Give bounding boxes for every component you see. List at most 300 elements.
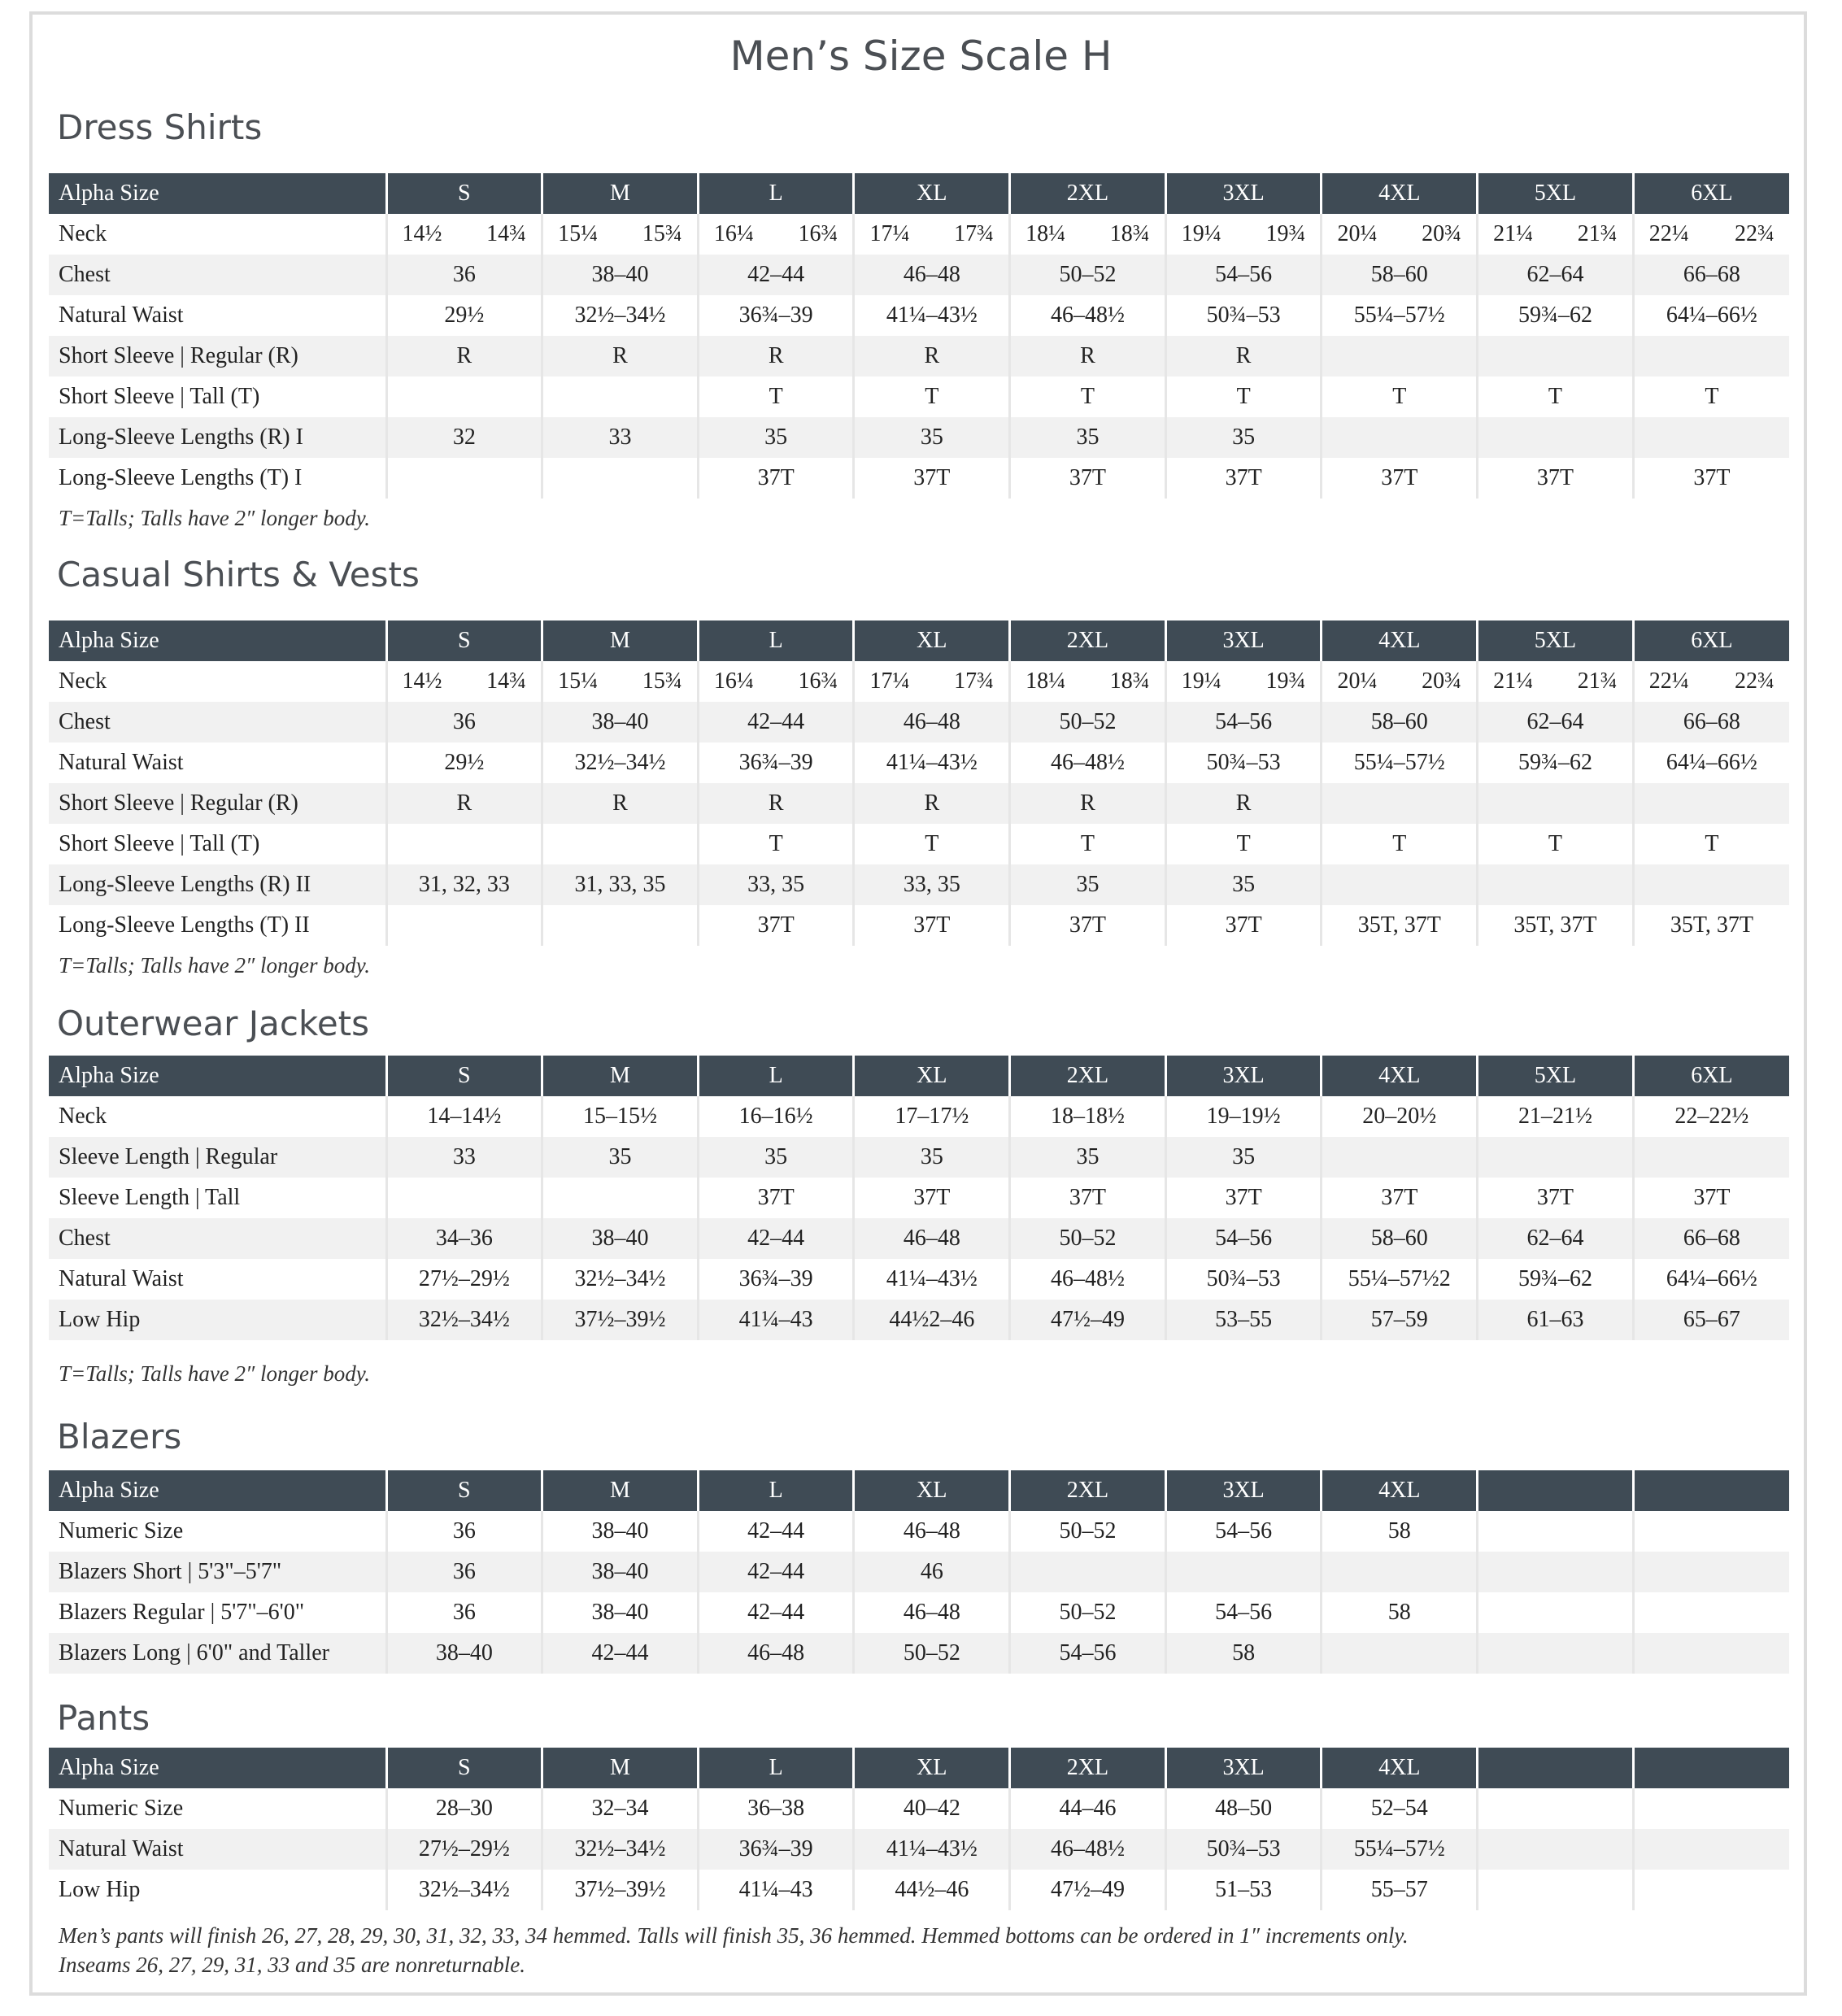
- table-cell: [386, 458, 542, 499]
- table-cell: 27½–29½: [386, 1829, 542, 1870]
- section-title-dress-shirts: Dress Shirts: [57, 107, 263, 147]
- size-header: S: [386, 173, 542, 214]
- size-header: M: [542, 173, 699, 214]
- neck-cell: [1322, 661, 1478, 702]
- table-cell: [386, 377, 542, 417]
- table-cell: 37T: [1633, 1178, 1789, 1218]
- size-header: M: [542, 1056, 699, 1096]
- table-row: [49, 1137, 1789, 1178]
- neck-value: 17¼: [869, 668, 910, 694]
- table-cell: T: [1633, 377, 1789, 417]
- size-header: XL: [854, 1470, 1010, 1511]
- table-cell: [386, 824, 542, 864]
- table-cell: 38–40: [542, 1218, 699, 1259]
- table-cell: 37T: [698, 905, 854, 946]
- neck-value: 22¼: [1648, 221, 1689, 246]
- neck-value: 14¾: [486, 221, 527, 246]
- row-label: Short Sleeve | Tall (T): [59, 384, 260, 409]
- table-cell: 35T, 37T: [1633, 905, 1789, 946]
- table-row: [49, 1259, 1789, 1300]
- size-header: XL: [854, 1748, 1010, 1788]
- table-cell: 55¼–57½: [1322, 1829, 1478, 1870]
- row-label: Natural Waist: [59, 750, 184, 775]
- size-header: 2XL: [1010, 173, 1166, 214]
- table-cell: 61–63: [1478, 1300, 1634, 1340]
- size-header: L: [698, 620, 854, 661]
- table-cell: R: [542, 336, 699, 377]
- table-cell: 50–52: [854, 1633, 1010, 1674]
- table-cell: 55¼–57½: [1322, 742, 1478, 783]
- neck-value: 18¾: [1109, 668, 1150, 694]
- table-cell: 37T: [1322, 458, 1478, 499]
- neck-value: 19¼: [1181, 221, 1221, 246]
- neck-cell: [698, 214, 854, 255]
- table-cell: 37T: [698, 458, 854, 499]
- neck-value: 16¼: [713, 221, 754, 246]
- table-cell: 33, 35: [698, 864, 854, 905]
- table-row: [49, 905, 1789, 946]
- table-cell: [542, 458, 699, 499]
- table-cell: T: [1322, 377, 1478, 417]
- table-cell: 37T: [1165, 458, 1322, 499]
- table-cell: [1633, 1788, 1789, 1829]
- table-cell: 38–40: [386, 1633, 542, 1674]
- table-cell: [1633, 336, 1789, 377]
- row-label: Sleeve Length | Regular: [49, 1137, 386, 1178]
- row-label: Low Hip: [49, 1300, 386, 1340]
- table-cell: 36¾–39: [698, 295, 854, 336]
- header-label: Alpha Size: [49, 1748, 386, 1788]
- table-row: [49, 702, 1789, 742]
- table-cell: R: [698, 336, 854, 377]
- header-row: [49, 620, 1789, 661]
- table-cell: 29½: [386, 742, 542, 783]
- pants-note-line2: Inseams 26, 27, 29, 31, 33 and 35 are nonreturnable.: [59, 1953, 525, 1977]
- table-cell: T: [698, 377, 854, 417]
- table-cell: 29½: [386, 295, 542, 336]
- row-label: Blazers Short | 5'3"–5'7": [49, 1552, 386, 1592]
- header-label: Alpha Size: [49, 620, 386, 661]
- table-cell: T: [1165, 377, 1322, 417]
- table-cell: 32½–34½: [542, 742, 699, 783]
- table-row: [49, 864, 1789, 905]
- table-cell: 42–44: [698, 255, 854, 295]
- neck-cell: [1322, 214, 1478, 255]
- section-title-casual-shirts: Casual Shirts & Vests: [57, 555, 420, 594]
- table-cell: [1322, 864, 1478, 905]
- table-cell: T: [698, 824, 854, 864]
- table-cell: 32½–34½: [386, 1870, 542, 1910]
- table-cell: 38–40: [542, 1592, 699, 1633]
- table-cell: 35: [1010, 1137, 1166, 1178]
- table-cell: 50¾–53: [1165, 1829, 1322, 1870]
- table-cell: 32–34: [542, 1788, 699, 1829]
- size-header: [1478, 1748, 1634, 1788]
- neck-value: 16¾: [798, 221, 838, 246]
- table-cell: 38–40: [542, 702, 699, 742]
- size-header: M: [542, 1470, 699, 1511]
- size-header: S: [386, 1470, 542, 1511]
- table-cell: 62–64: [1478, 1218, 1634, 1259]
- table-cell: 46: [854, 1552, 1010, 1592]
- table-cell: 37T: [1633, 458, 1789, 499]
- table-cell: 35T, 37T: [1478, 905, 1634, 946]
- size-header: 6XL: [1633, 1056, 1789, 1096]
- table-row: [49, 377, 1789, 417]
- table-cell: 37T: [1478, 1178, 1634, 1218]
- table-cell: 46–48½: [1010, 1259, 1166, 1300]
- table-cell: 47½–49: [1010, 1870, 1166, 1910]
- table-cell: T: [1478, 824, 1634, 864]
- table-cell: 46–48½: [1010, 295, 1166, 336]
- neck-value: 18¼: [1026, 221, 1066, 246]
- table-cell: 44½2–46: [854, 1300, 1010, 1340]
- table-cell: 37T: [1322, 1178, 1478, 1218]
- size-header: L: [698, 1470, 854, 1511]
- row-label: Short Sleeve | Regular (R): [49, 336, 386, 377]
- table-cell: 46–48: [854, 1592, 1010, 1633]
- table-cell: [1478, 1870, 1634, 1910]
- table-cell: 42–44: [542, 1633, 699, 1674]
- table-cell: 32: [386, 417, 542, 458]
- table-cell: 50¾–53: [1165, 295, 1322, 336]
- table-cell: 47½–49: [1010, 1300, 1166, 1340]
- table-row: [49, 214, 1789, 255]
- neck-value: 22¾: [1735, 668, 1775, 694]
- size-header: S: [386, 1056, 542, 1096]
- neck-value: 14½: [402, 221, 442, 246]
- table-cell: R: [386, 336, 542, 377]
- table-row: [49, 1096, 1789, 1137]
- table-cell: T: [1010, 824, 1166, 864]
- table-cell: 36: [386, 1511, 542, 1552]
- table-row: [49, 295, 1789, 336]
- neck-cell: [542, 661, 699, 702]
- table-cell: 58: [1322, 1592, 1478, 1633]
- table-cell: 36: [386, 1552, 542, 1592]
- table-row: [49, 742, 1789, 783]
- table-cell: [1478, 1552, 1634, 1592]
- header-row: [49, 173, 1789, 214]
- table-cell: R: [542, 783, 699, 824]
- table-cell: 50–52: [1010, 1592, 1166, 1633]
- header-label: Alpha Size: [49, 173, 386, 214]
- table-cell: 66–68: [1633, 255, 1789, 295]
- table-cell: 50–52: [1010, 1511, 1166, 1552]
- row-label: Long-Sleeve Lengths (T) II: [59, 912, 310, 938]
- table-cell: T: [854, 377, 1010, 417]
- table-cell: 37T: [1165, 1178, 1322, 1218]
- table-cell: 46–48: [854, 1511, 1010, 1552]
- table-row: [49, 417, 1789, 458]
- table-cell: 54–56: [1165, 1218, 1322, 1259]
- table-cell: 33: [386, 1137, 542, 1178]
- table-cell: R: [854, 783, 1010, 824]
- table-cell: 66–68: [1633, 1218, 1789, 1259]
- page-title: Men’s Size Scale H: [729, 33, 1113, 80]
- table-cell: 59¾–62: [1478, 742, 1634, 783]
- header-label: Alpha Size: [49, 1056, 386, 1096]
- table-cell: 46–48: [698, 1633, 854, 1674]
- table-cell: [1633, 1870, 1789, 1910]
- table-cell: [1478, 1511, 1634, 1552]
- row-label: Long-Sleeve Lengths (R) I: [49, 417, 386, 458]
- table-cell: 59¾–62: [1478, 295, 1634, 336]
- size-header: [1478, 1470, 1634, 1511]
- table-row: [49, 1552, 1789, 1592]
- table-cell: 35: [1010, 417, 1166, 458]
- size-header: 2XL: [1010, 1056, 1166, 1096]
- table-cell: 35: [698, 417, 854, 458]
- table-cell: R: [1165, 783, 1322, 824]
- size-header: 4XL: [1322, 1056, 1478, 1096]
- table-cell: 17–17½: [854, 1096, 1010, 1137]
- blazers-table: [49, 1470, 1789, 1674]
- neck-cell: [1478, 214, 1634, 255]
- table-cell: [1633, 417, 1789, 458]
- table-cell: 42–44: [698, 1552, 854, 1592]
- neck-value: 15¼: [558, 668, 599, 694]
- table-cell: 37T: [1165, 905, 1322, 946]
- table-cell: [542, 377, 699, 417]
- outerwear-note: T=Talls; Talls have 2″ longer body.: [59, 1361, 371, 1386]
- table-row: [49, 1178, 1789, 1218]
- table-cell: 37T: [1478, 458, 1634, 499]
- table-cell: 35: [854, 1137, 1010, 1178]
- section-title-outerwear: Outerwear Jackets: [57, 1004, 370, 1043]
- table-row: [49, 783, 1789, 824]
- table-cell: 36–38: [698, 1788, 854, 1829]
- table-cell: 35: [698, 1137, 854, 1178]
- neck-cell: [1633, 661, 1789, 702]
- table-cell: [1633, 864, 1789, 905]
- table-row: [49, 824, 1789, 864]
- table-cell: R: [854, 336, 1010, 377]
- table-cell: 22–22½: [1633, 1096, 1789, 1137]
- table-row: [49, 1300, 1789, 1340]
- neck-cell: [1010, 214, 1166, 255]
- table-cell: 27½–29½: [386, 1259, 542, 1300]
- table-cell: 37T: [1010, 458, 1166, 499]
- section-title-pants: Pants: [57, 1698, 150, 1738]
- table-cell: [1478, 1633, 1634, 1674]
- table-cell: 31, 33, 35: [542, 864, 699, 905]
- table-cell: 31, 32, 33: [386, 864, 542, 905]
- table-row: [49, 1633, 1789, 1674]
- table-cell: [1478, 1788, 1634, 1829]
- row-label: Long-Sleeve Lengths (R) II: [49, 864, 386, 905]
- table-cell: 46–48½: [1010, 1829, 1166, 1870]
- table-cell: 35T, 37T: [1322, 905, 1478, 946]
- size-header: 2XL: [1010, 1748, 1166, 1788]
- table-cell: 28–30: [386, 1788, 542, 1829]
- neck-cell: [1633, 214, 1789, 255]
- neck-value: 19¼: [1181, 668, 1221, 694]
- header-label: Alpha Size: [49, 1470, 386, 1511]
- size-header: S: [386, 620, 542, 661]
- table-cell: R: [1010, 783, 1166, 824]
- table-cell: T: [1165, 824, 1322, 864]
- table-cell: 38–40: [542, 1552, 699, 1592]
- neck-value: 15¾: [642, 668, 682, 694]
- table-cell: [1633, 1592, 1789, 1633]
- size-header: 3XL: [1165, 1748, 1322, 1788]
- neck-value: 17¾: [954, 668, 995, 694]
- size-header: 5XL: [1478, 173, 1634, 214]
- table-cell: 59¾–62: [1478, 1259, 1634, 1300]
- table-cell: [1322, 1633, 1478, 1674]
- table-cell: 64¼–66½: [1633, 742, 1789, 783]
- neck-cell: [1165, 661, 1322, 702]
- row-label: Neck: [59, 668, 107, 694]
- neck-value: 16¼: [713, 668, 754, 694]
- table-row: [49, 1788, 1789, 1829]
- table-cell: 44½–46: [854, 1870, 1010, 1910]
- size-header: 3XL: [1165, 620, 1322, 661]
- table-cell: 58–60: [1322, 1218, 1478, 1259]
- table-cell: 41¼–43½: [854, 1829, 1010, 1870]
- table-cell: 64¼–66½: [1633, 1259, 1789, 1300]
- row-label: Natural Waist: [59, 1266, 184, 1291]
- table-cell: T: [1478, 377, 1634, 417]
- table-cell: [1633, 1829, 1789, 1870]
- size-header: 5XL: [1478, 1056, 1634, 1096]
- table-cell: 41¼–43: [698, 1870, 854, 1910]
- header-row: [49, 1748, 1789, 1788]
- table-cell: 55¼–57½2: [1322, 1259, 1478, 1300]
- neck-value: 21¾: [1577, 221, 1618, 246]
- table-cell: 54–56: [1165, 1592, 1322, 1633]
- neck-value: 21¼: [1493, 668, 1534, 694]
- table-row: [49, 661, 1789, 702]
- table-cell: 42–44: [698, 1592, 854, 1633]
- table-row: [49, 1592, 1789, 1633]
- size-header: XL: [854, 173, 1010, 214]
- table-cell: 37T: [854, 905, 1010, 946]
- table-cell: 32½–34½: [542, 1829, 699, 1870]
- table-cell: 55¼–57½: [1322, 295, 1478, 336]
- row-label: Chest: [49, 255, 386, 295]
- neck-cell: [386, 661, 542, 702]
- table-cell: T: [1322, 824, 1478, 864]
- table-cell: [1322, 336, 1478, 377]
- neck-value: 20¼: [1337, 221, 1378, 246]
- size-header: L: [698, 173, 854, 214]
- table-cell: [542, 905, 699, 946]
- table-cell: 52–54: [1322, 1788, 1478, 1829]
- table-cell: [1322, 417, 1478, 458]
- table-cell: 37T: [698, 1178, 854, 1218]
- table-row: [49, 458, 1789, 499]
- row-label: Natural Waist: [59, 303, 184, 328]
- table-cell: [1322, 1552, 1478, 1592]
- table-cell: [1322, 1137, 1478, 1178]
- table-cell: 50–52: [1010, 1218, 1166, 1259]
- table-cell: R: [1010, 336, 1166, 377]
- table-cell: 35: [854, 417, 1010, 458]
- table-cell: [542, 824, 699, 864]
- row-label: Neck: [59, 221, 107, 246]
- size-header: XL: [854, 620, 1010, 661]
- table-row: [49, 255, 1789, 295]
- size-header: 2XL: [1010, 1470, 1166, 1511]
- neck-value: 15¼: [558, 221, 599, 246]
- neck-cell: [854, 661, 1010, 702]
- neck-value: 20¾: [1422, 221, 1462, 246]
- table-cell: 58: [1322, 1511, 1478, 1552]
- table-cell: R: [698, 783, 854, 824]
- size-header: XL: [854, 1056, 1010, 1096]
- table-cell: 36¾–39: [698, 742, 854, 783]
- row-label: Short Sleeve | Regular (R): [49, 783, 386, 824]
- size-header: [1633, 1748, 1789, 1788]
- size-header: L: [698, 1056, 854, 1096]
- table-cell: 33: [542, 417, 699, 458]
- row-label: Chest: [49, 702, 386, 742]
- table-cell: T: [1633, 824, 1789, 864]
- table-cell: 35: [1010, 864, 1166, 905]
- neck-value: 21¼: [1493, 221, 1534, 246]
- neck-value: 22¾: [1735, 221, 1775, 246]
- table-cell: T: [854, 824, 1010, 864]
- table-cell: T: [1010, 377, 1166, 417]
- size-header: 5XL: [1478, 620, 1634, 661]
- pants-table: [49, 1748, 1789, 1910]
- outerwear-table: [49, 1056, 1789, 1340]
- table-cell: 37T: [854, 458, 1010, 499]
- table-cell: 46–48: [854, 1218, 1010, 1259]
- size-header: M: [542, 1748, 699, 1788]
- table-cell: 36¾–39: [698, 1829, 854, 1870]
- table-row: [49, 336, 1789, 377]
- table-cell: 42–44: [698, 1511, 854, 1552]
- table-cell: 37T: [1010, 905, 1166, 946]
- size-header: 2XL: [1010, 620, 1166, 661]
- table-cell: 50¾–53: [1165, 1259, 1322, 1300]
- size-header: 3XL: [1165, 173, 1322, 214]
- table-cell: 64¼–66½: [1633, 295, 1789, 336]
- table-cell: 66–68: [1633, 702, 1789, 742]
- neck-cell: [542, 214, 699, 255]
- table-cell: 37T: [854, 1178, 1010, 1218]
- table-row: [49, 1511, 1789, 1552]
- table-cell: 46–48: [854, 255, 1010, 295]
- table-cell: 50–52: [1010, 702, 1166, 742]
- table-cell: 18–18½: [1010, 1096, 1166, 1137]
- row-label: Blazers Long | 6'0" and Taller: [49, 1633, 386, 1674]
- table-cell: 44–46: [1010, 1788, 1166, 1829]
- table-cell: 50–52: [1010, 255, 1166, 295]
- table-cell: [1478, 783, 1634, 824]
- table-cell: [386, 905, 542, 946]
- table-cell: 37T: [1010, 1178, 1166, 1218]
- table-cell: 36¾–39: [698, 1259, 854, 1300]
- table-cell: 38–40: [542, 255, 699, 295]
- size-header: 6XL: [1633, 620, 1789, 661]
- table-cell: [542, 1178, 699, 1218]
- table-cell: 36: [386, 255, 542, 295]
- neck-value: 16¾: [798, 668, 838, 694]
- header-row: [49, 1470, 1789, 1511]
- table-cell: R: [386, 783, 542, 824]
- table-cell: 55–57: [1322, 1870, 1478, 1910]
- table-cell: [1478, 417, 1634, 458]
- neck-value: 14½: [402, 668, 442, 694]
- dress-shirts-note: T=Talls; Talls have 2″ longer body.: [59, 506, 371, 530]
- table-cell: 54–56: [1010, 1633, 1166, 1674]
- table-cell: [1478, 1137, 1634, 1178]
- table-cell: 54–56: [1165, 255, 1322, 295]
